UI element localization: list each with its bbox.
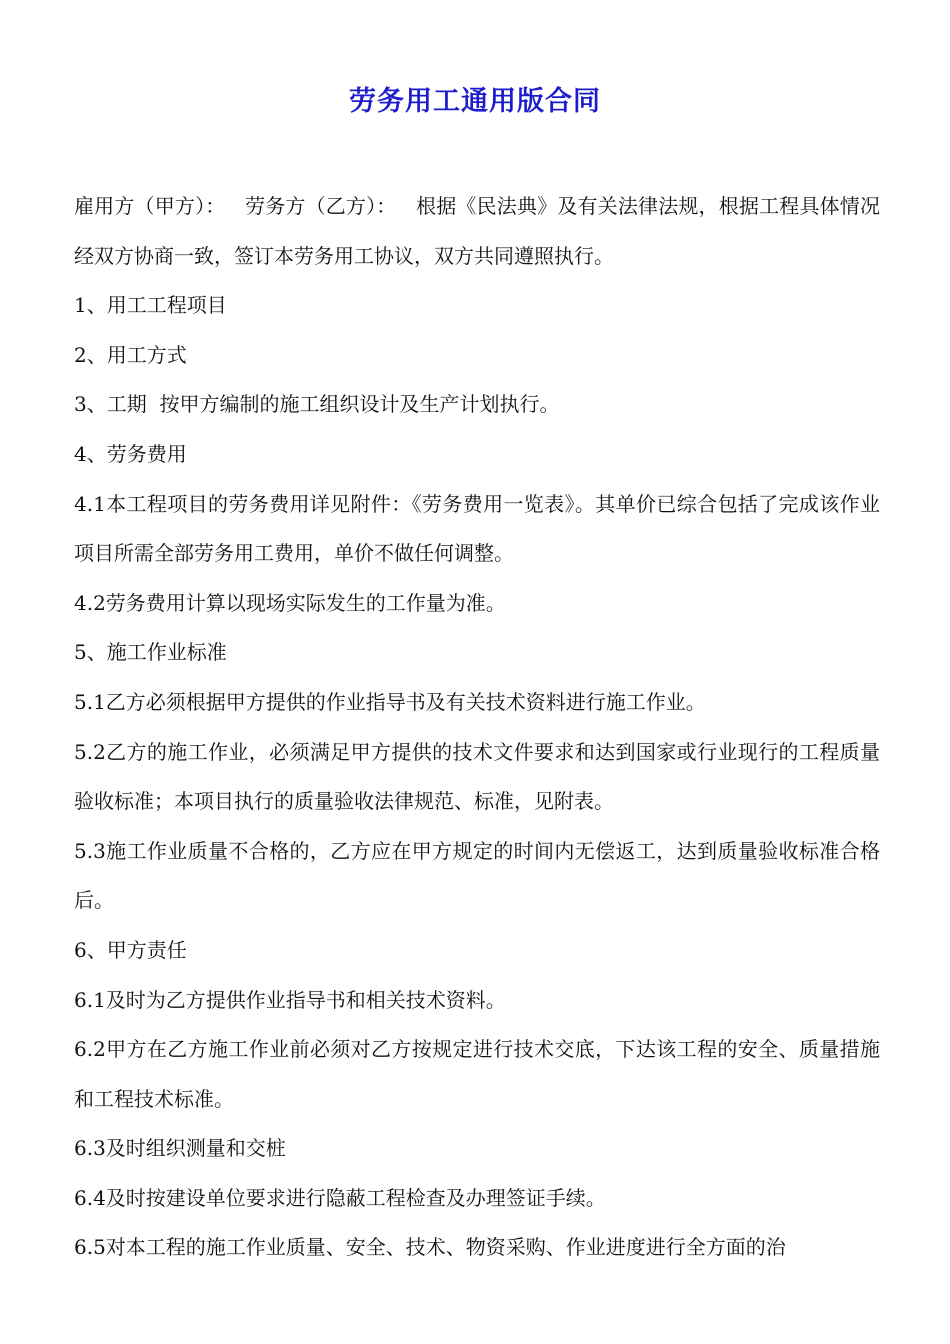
paragraph-4-2: 4.2劳务费用计算以现场实际发生的工作量为准。 bbox=[74, 590, 506, 615]
paragraph-6-heading: 6、甲方责任 bbox=[74, 937, 187, 962]
document-title: 劳务用工通用版合同 bbox=[349, 86, 601, 117]
paragraph-5-2: 5.2乙方的施工作业，必须满足甲方提供的技术文件要求和达到国家或行业现行的工程质量验收标准；本项目执行的质量验收法律规范、标准，见附表。 bbox=[74, 739, 880, 814]
paragraph-6-5: 6.5对本工程的施工作业质量、安全、技术、物资采购、作业进度进行全方面的治 bbox=[74, 1235, 786, 1260]
paragraph-2-heading: 2、用工方式 bbox=[74, 342, 187, 367]
paragraph-6-1: 6.1及时为乙方提供作业指导书和相关技术资料。 bbox=[74, 987, 506, 1012]
document-body bbox=[74, 182, 880, 1273]
paragraph-4-1: 4.1本工程项目的劳务费用详见附件：《劳务费用一览表》。其单价已综合包括了完成该作业项目所需全部劳务用工费用，单价不做任何调整。 bbox=[74, 491, 880, 566]
paragraph-intro: 雇用方（甲方）： 劳务方（乙方）： 根据《民法典》及有关法律法规，根据工程具体情况经双方协商一致，签订本劳务用工协议，双方共同遵照执行。 bbox=[74, 194, 880, 268]
paragraph-5-heading: 5、施工作业标准 bbox=[74, 640, 227, 665]
paragraph-5-3: 5.3施工作业质量不合格的，乙方应在甲方规定的时间内无偿返工，达到质量验收标准合格后。 bbox=[74, 838, 880, 913]
paragraph-6-4: 6.4及时按建设单位要求进行隐蔽工程检查及办理签证手续。 bbox=[74, 1185, 606, 1210]
paragraph-5-1: 5.1乙方必须根据甲方提供的作业指导书及有关技术资料进行施工作业。 bbox=[74, 689, 706, 714]
paragraph-3-heading: 3、工期 按甲方编制的施工组织设计及生产计划执行。 bbox=[74, 392, 560, 417]
paragraph-1-heading: 1、用工工程项目 bbox=[74, 293, 227, 318]
paragraph-6-2: 6.2甲方在乙方施工作业前必须对乙方按规定进行技术交底，下达该工程的安全、质量措施和工程技术标准。 bbox=[74, 1037, 880, 1111]
paragraph-4-heading: 4、劳务费用 bbox=[74, 441, 187, 466]
paragraph-6-3: 6.3及时组织测量和交桩 bbox=[74, 1136, 286, 1161]
